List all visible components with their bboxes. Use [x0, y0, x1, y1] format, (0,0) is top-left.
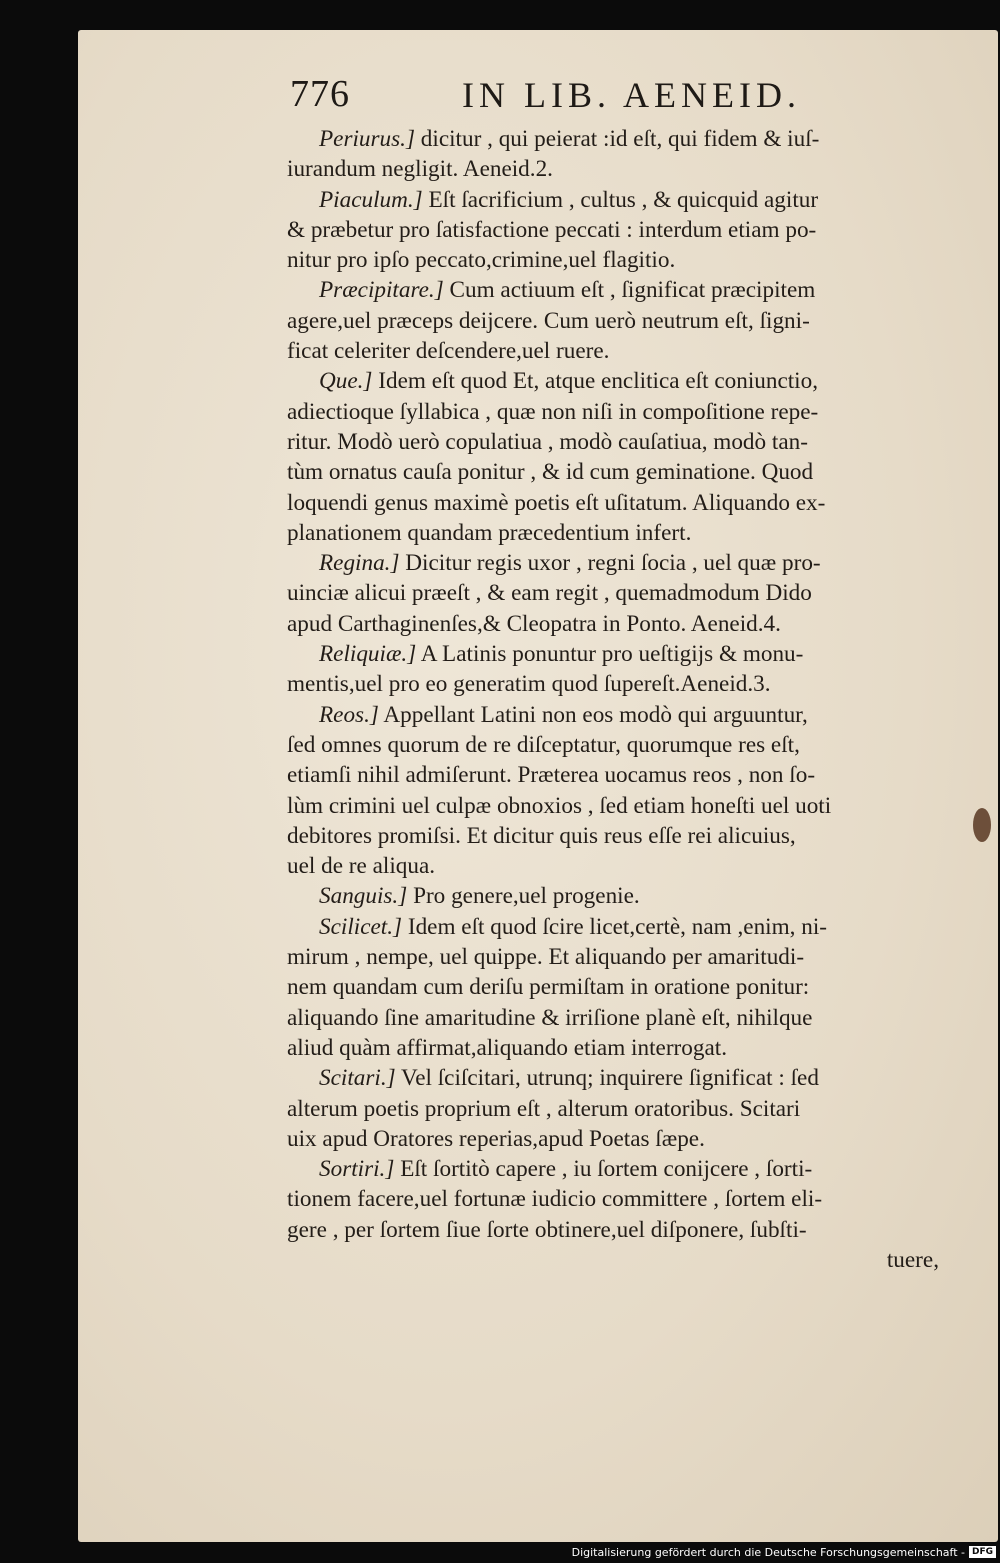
text-line: iurandum negligit. Aeneid.2.: [287, 156, 553, 183]
text-line: [287, 548, 947, 578]
text-line: mirum , nempe, uel quippe. Et aliquando per amaritudi-: [287, 944, 805, 971]
text-line: planationem quandam præcedentium infert.: [287, 519, 692, 546]
text-line: alterum poetis proprium eſt , alterum oratoribus. Scitari: [287, 1095, 801, 1122]
text-line: [287, 124, 947, 154]
text-line: uinciæ alicui præeſt , & eam regit , quemadmodum Dido: [287, 580, 812, 607]
glossary-entry-reos: [287, 700, 947, 882]
definition-text: Pro genere,uel progenie.: [407, 883, 640, 910]
text-line: nitur pro ipſo peccato,crimine,uel flagitio.: [287, 247, 676, 274]
definition-text: Idem eſt quod Et, atque enclitica eſt coniunctio,: [372, 368, 819, 395]
running-title: IN LIB. AENEID.: [462, 75, 801, 115]
text-line: mentis,uel pro eo generatim quod ſupereſt.Aeneid.3.: [287, 671, 771, 698]
text-line: [287, 366, 947, 396]
text-line: gere , per ſortem ſiue ſorte obtinere,uel diſponere, ſubſti-: [287, 1216, 807, 1243]
definition-text: A Latinis ponuntur pro ueſtigijs & monu-: [416, 641, 804, 668]
text-line: debitores promiſsi. Et dicitur quis reus eſſe rei alicuius,: [287, 822, 796, 849]
text-line: etiamſi nihil admiſerunt. Præterea uocamus reos , non ſo-: [287, 762, 816, 789]
glossary-entry-regina: [287, 548, 947, 639]
lemma: Regina.]: [319, 550, 400, 577]
text-line: lùm crimini uel culpæ obnoxios , ſed etiam honeſti uel uoti: [287, 792, 832, 819]
text-line: ritur. Modò uerò copulatiua , modò cauſatiua, modò tan-: [287, 428, 808, 455]
glossary-entry-sanguis: [287, 881, 947, 911]
definition-text: Dicitur regis uxor , regni ſocia , uel quæ pro-: [399, 550, 821, 577]
text-line: ſed omnes quorum de re diſceptatur, quorumque res eſt,: [287, 731, 800, 758]
text-line: aliud quàm affirmat,aliquando etiam interrogat.: [287, 1034, 727, 1061]
text-line: uix apud Oratores reperias,apud Poetas ſæpe.: [287, 1125, 705, 1152]
text-line: [287, 275, 947, 305]
definition-text: Cum actiuum eſt , ſignificat præcipitem: [443, 277, 816, 304]
text-line: [287, 1154, 947, 1184]
lemma: Præcipitare.]: [319, 277, 444, 304]
text-line: tionem facere,uel fortunæ iudicio committere , ſortem eli-: [287, 1186, 823, 1213]
text-line: [287, 185, 947, 215]
lemma: Sanguis.]: [319, 883, 408, 910]
glossary-entry-reliquiae: [287, 639, 947, 700]
lemma: Reliquiæ.]: [319, 641, 417, 668]
text-line: agere,uel præceps deijcere. Cum uerò neutrum eſt, ſigni-: [287, 307, 810, 334]
text-line: ficat celeriter deſcendere,uel ruere.: [287, 338, 610, 365]
definition-text: Eſt ſacrificium , cultus , & quicquid agitur: [422, 186, 819, 213]
page-header: [290, 72, 830, 116]
definition-text: dicitur , qui peierat :id eſt, qui fidem & iuſ-: [414, 126, 820, 152]
glossary-entry-scitari: [287, 1063, 947, 1154]
catchword: tuere,: [886, 1246, 939, 1273]
definition-text: Eſt ſortitò capere , iu ſortem conijcere , ſorti-: [394, 1156, 813, 1183]
credit-text: Digitalisierung gefördert durch die Deutsche Forschungsgemeinschaft -: [571, 1545, 965, 1559]
lemma: Que.]: [319, 368, 373, 395]
lemma: Scitari.]: [319, 1065, 396, 1092]
text-line: [287, 700, 947, 730]
text-line: loquendi genus maximè poetis eſt uſitatum. Aliquando ex-: [287, 489, 826, 516]
text-line: [287, 1063, 947, 1093]
page-edge-mark: [973, 808, 991, 842]
glossary-entry-periurus: [287, 124, 947, 185]
definition-text: Idem eſt quod ſcire licet,certè, nam ,enim, ni-: [402, 913, 828, 940]
definition-text: Vel ſciſcitari, utrunq; inquirere ſignificat : ſed: [395, 1065, 819, 1092]
lemma: Periurus.]: [319, 126, 415, 152]
text-line: [287, 912, 947, 942]
glossary-entry-scilicet: [287, 912, 947, 1063]
text-line: nem quandam cum deriſu permiſtam in oratione ponitur:: [287, 974, 810, 1001]
definition-text: Appellant Latini non eos modò qui arguuntur,: [378, 701, 808, 728]
lemma: Piaculum.]: [319, 186, 423, 213]
glossary-entry-piaculum: [287, 185, 947, 276]
dfg-logo: DFG: [969, 1546, 996, 1558]
lemma: Sortiri.]: [319, 1156, 395, 1183]
text-line: aliquando ſine amaritudine & irriſione planè eſt, nihilque: [287, 1004, 813, 1031]
text-line: [287, 639, 947, 669]
page-number: 776: [290, 73, 350, 115]
text-line: uel de re aliqua.: [287, 853, 436, 880]
text-line: [287, 881, 947, 911]
text-line: tùm ornatus cauſa ponitur , & id cum geminatione. Quod: [287, 459, 814, 486]
lemma: Scilicet.]: [319, 913, 403, 940]
glossary-entry-que: [287, 366, 947, 548]
text-line: apud Carthaginenſes,& Cleopatra in Ponto. Aeneid.4.: [287, 610, 781, 637]
lemma: Reos.]: [319, 701, 379, 728]
glossary-entry-praecipitare: [287, 275, 947, 366]
text-line: & præbetur pro ſatisfactione peccati : interdum etiam po-: [287, 216, 817, 243]
digitization-credit: [572, 1544, 996, 1560]
glossary-text: [287, 124, 947, 1275]
text-line: adiectioque ſyllabica , quæ non niſi in compoſitione repe-: [287, 398, 819, 425]
glossary-entry-sortiri: [287, 1154, 947, 1245]
